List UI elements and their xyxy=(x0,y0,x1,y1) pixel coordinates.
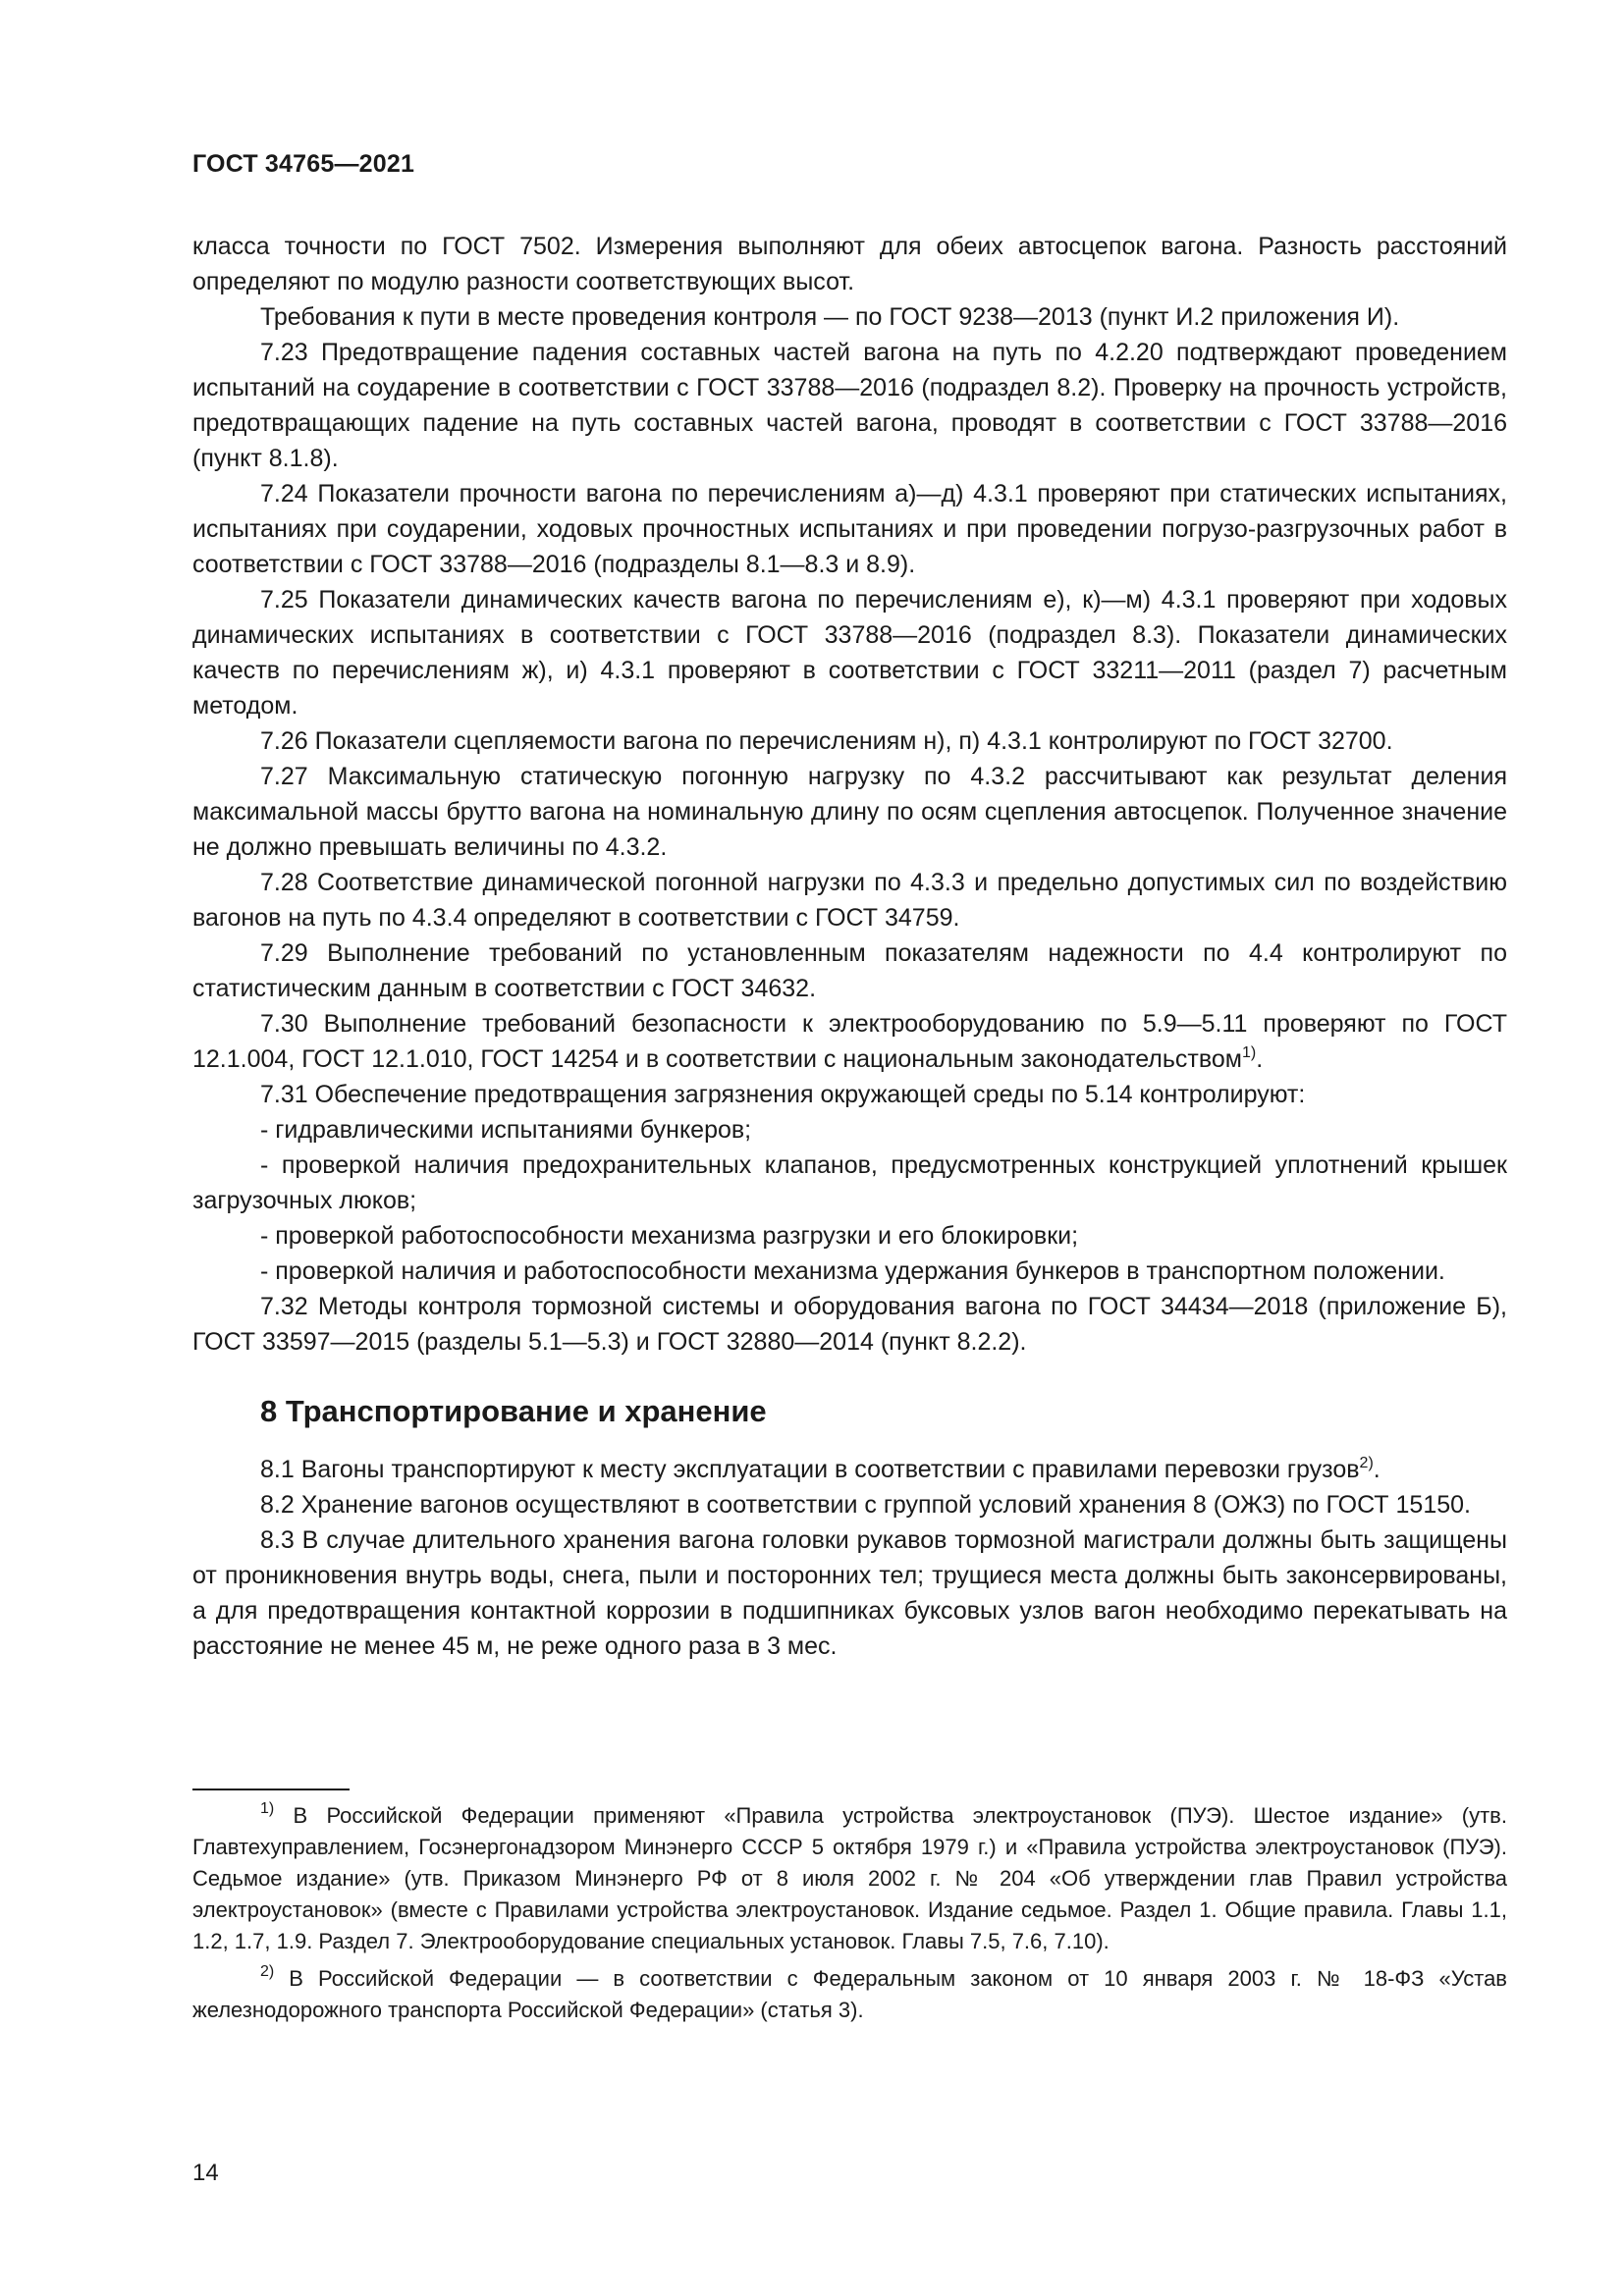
paragraph-8-1-text: 8.1 Вагоны транспортируют к месту эксплуатации в соответствии с правилами перевозки грузов xyxy=(260,1456,1360,1483)
footnote-2-text: В Российской Федерации — в соответствии с Федеральным законом от 10 января 2003 г. № 18-ФЗ «Устав железнодорожного транспорта Российской Федерации» (статья 3). xyxy=(192,1966,1507,2022)
paragraph-7-31: 7.31 Обеспечение предотвращения загрязнения окружающей среды по 5.14 контролируют: xyxy=(260,1081,1306,1108)
footnote-1-mark: 1) xyxy=(260,1800,275,1817)
footnote-2-mark: 2) xyxy=(260,1963,275,1980)
page-number: 14 xyxy=(192,2160,219,2186)
paragraph-8-2: 8.2 Хранение вагонов осуществляют в соответствии с группой условий хранения 8 (ОЖЗ) по ГОСТ 15150. xyxy=(260,1491,1471,1519)
paragraph-7-30-text: 7.30 Выполнение требований безопасности к электрооборудованию по 5.9—5.11 проверяют по ГОСТ 12.1.004, ГОСТ 12.1.010, ГОСТ 14254 и в соответствии с национальным законодательством xyxy=(192,1010,1507,1073)
list-item: - проверкой наличия и работоспособности механизма удержания бункеров в транспортном положении. xyxy=(260,1257,1445,1285)
footnote-2 xyxy=(192,1963,1507,2026)
paragraph-7-29: 7.29 Выполнение требований по установленным показателям надежности по 4.4 контролируют по статистическим данным в соответствии с ГОСТ 34632. xyxy=(192,939,1507,1002)
paragraph-8-1 xyxy=(192,1452,1507,1487)
list-item: - проверкой работоспособности механизма разгрузки и его блокировки; xyxy=(260,1222,1079,1250)
footnotes xyxy=(192,1800,1507,2032)
paragraph-8-3: 8.3 В случае длительного хранения вагона головки рукавов тормозной магистрали должны быть защищены от проникновения внутрь воды, снега, пыли и посторонних тел; трущиеся места должны быть законсервированы, а для предотвращения контактной коррозии в подшипниках буксовых узлов вагон необходимо перекатывать на расстояние не менее 45 м, не реже одного раза в 3 мес. xyxy=(192,1526,1507,1660)
paragraph-continuation: класса точности по ГОСТ 7502. Измерения выполняют для обеих автосцепок вагона. Разность расстояний определяют по модулю разности соответствующих высот. xyxy=(192,233,1507,295)
document-header: ГОСТ 34765—2021 xyxy=(192,150,415,178)
paragraph-7-24: 7.24 Показатели прочности вагона по перечислениям а)—д) 4.3.1 проверяют при статических испытаниях, испытаниях при соударении, ходовых прочностных испытаниях и при проведении погрузо-разгрузочных работ в соответствии с ГОСТ 33788—2016 (подразделы 8.1—8.3 и 8.9). xyxy=(192,480,1507,578)
section-8-heading: 8 Транспортирование и хранение xyxy=(260,1394,767,1428)
footnote-1-text: В Российской Федерации применяют «Правила устройства электроустановок (ПУЭ). Шестое издание» (утв. Главтехуправлением, Госэнергонадзором Минэнерго СССР 5 октября 1979 г.) и «Правила устройства электроустановок (ПУЭ). Седьмое издание» (утв. Приказом Минэнерго РФ от 8 июля 2002 г. № 204 «Об утверждении глав Правил устройства электроустановок» (вместе с Правилами устройства электроустановок. Издание седьмое. Раздел 1. Общие правила. Главы 1.1, 1.2, 1.7, 1.9. Раздел 7. Электрооборудование специальных установок. Главы 7.5, 7.6, 7.10). xyxy=(192,1803,1507,1953)
paragraph-7-32: 7.32 Методы контроля тормозной системы и оборудования вагона по ГОСТ 34434—2018 (приложение Б), ГОСТ 33597—2015 (разделы 5.1—5.3) и ГОСТ 32880—2014 (пункт 8.2.2). xyxy=(192,1293,1507,1356)
paragraph-7-26: 7.26 Показатели сцепляемости вагона по перечислениям н), п) 4.3.1 контролируют по ГОСТ 32700. xyxy=(260,727,1393,755)
footnote-ref-2: 2) xyxy=(1359,1455,1374,1471)
paragraph-8-1-end: . xyxy=(1373,1456,1380,1483)
footnote-separator xyxy=(192,1789,350,1790)
paragraph-7-30-end: . xyxy=(1256,1045,1264,1073)
footnote-1 xyxy=(192,1800,1507,1957)
list-item: - проверкой наличия предохранительных клапанов, предусмотренных конструкцией уплотнений крышек загрузочных люков; xyxy=(192,1151,1507,1214)
list-item: - гидравлическими испытаниями бункеров; xyxy=(260,1116,752,1144)
paragraph-track-requirements: Требования к пути в месте проведения контроля — по ГОСТ 9238—2013 (пункт И.2 приложения И). xyxy=(260,303,1400,331)
footnote-ref-1: 1) xyxy=(1241,1044,1257,1061)
paragraph-7-23: 7.23 Предотвращение падения составных частей вагона на путь по 4.2.20 подтверждают проведением испытаний на соударение в соответствии с ГОСТ 33788—2016 (подраздел 8.2). Проверку на прочность устройств, предотвращающих падение на путь составных частей вагона, проводят в соответствии с ГОСТ 33788—2016 (пункт 8.1.8). xyxy=(192,339,1507,472)
paragraph-7-25: 7.25 Показатели динамических качеств вагона по перечислениям е), к)—м) 4.3.1 проверяют при ходовых динамических испытаниях в соответствии с ГОСТ 33788—2016 (подраздел 8.3). Показатели динамических качеств по перечислениям ж), и) 4.3.1 проверяют в соответствии с ГОСТ 33211—2011 (раздел 7) расчетным методом. xyxy=(192,586,1507,720)
paragraph-7-27: 7.27 Максимальную статическую погонную нагрузку по 4.3.2 рассчитывают как результат деления максимальной массы брутто вагона на номинальную длину по осям сцепления автосцепок. Полученное значение не должно превышать величины по 4.3.2. xyxy=(192,763,1507,861)
paragraph-7-30 xyxy=(192,1006,1507,1077)
body-text xyxy=(192,229,1507,1664)
paragraph-7-28: 7.28 Соответствие динамической погонной нагрузки по 4.3.3 и предельно допустимых сил по воздействию вагонов на путь по 4.3.4 определяют в соответствии с ГОСТ 34759. xyxy=(192,869,1507,932)
